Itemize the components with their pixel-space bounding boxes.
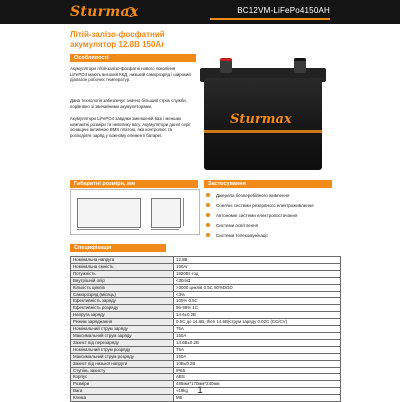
features-heading: Особливості: [70, 54, 196, 62]
product-title-line2: акумулятор 12.8В 150Аг: [70, 40, 165, 49]
bullet-icon: [206, 213, 210, 217]
width-dimension-line: [77, 229, 139, 230]
spec-label: Захист від низької напруги: [71, 360, 174, 367]
spec-label: Саморозряд (місяць): [71, 291, 174, 298]
application-item: Джерела безперебійного живлення: [204, 190, 332, 200]
spec-label: Номінальна ємність: [71, 263, 174, 270]
spec-row: [71, 263, 341, 270]
applications-list: [204, 190, 332, 240]
spec-label: Кількість циклів: [71, 284, 174, 291]
spec-value: 75А: [174, 326, 341, 333]
spec-label: Напруга заряду: [71, 312, 174, 319]
spec-label: Номінальний струм заряду: [71, 326, 174, 333]
battery-image: [200, 56, 330, 174]
front-view-drawing: [77, 198, 141, 228]
application-item: Сонячні системи резервного електроживлення: [204, 200, 332, 210]
spec-row: [71, 367, 341, 374]
applications-heading: Застосування: [204, 180, 332, 188]
spec-label: Ступінь захисту: [71, 367, 174, 374]
depth-dimension-line: [151, 229, 179, 230]
spec-value: 100% 0.5C: [174, 298, 341, 305]
spec-value: IP65: [174, 367, 341, 374]
spec-row: [71, 326, 341, 333]
spec-row: [71, 395, 341, 402]
header-bar: [0, 0, 400, 24]
application-item: Системи телекомунікації: [204, 230, 332, 240]
page-number: 1: [197, 385, 203, 395]
logo-ring-icon: [126, 7, 136, 17]
spec-row: [71, 353, 341, 360]
spec-value: <30mΩ: [174, 277, 341, 284]
model-underline: [210, 18, 330, 20]
spec-row: [71, 291, 341, 298]
spec-label: Клема: [71, 395, 174, 402]
spec-row: [71, 332, 341, 339]
height-dimension-line: [183, 198, 184, 226]
spec-row: [71, 346, 341, 353]
spec-value: M8: [174, 395, 341, 402]
side-view-drawing: [151, 198, 181, 228]
spec-value: 150А: [174, 353, 341, 360]
spec-value: 0.5C до 14.6В, then 14.6В(струм заряду 0.02C (CC/CV): [174, 319, 341, 326]
spec-label: Ефективність розряду: [71, 305, 174, 312]
negative-terminal-icon: [294, 58, 306, 73]
spec-row: [71, 277, 341, 284]
bullet-icon: [206, 203, 210, 207]
features-paragraph-2: Дана технологія забезпечує значно більший строк служби, порівняно зі звичайними акумуляторами.: [70, 98, 187, 109]
spec-value: 485мм*170мм*240мм: [174, 381, 341, 388]
spec-label: Ефективність заряду: [71, 298, 174, 305]
spec-value: 14.6В±0.2В: [174, 339, 341, 346]
bullet-icon: [206, 223, 210, 227]
dimensions-heading: Габаритні розміри, мм: [70, 180, 198, 188]
spec-label: Розміри: [71, 381, 174, 388]
spec-row: [71, 360, 341, 367]
spec-value: ≈19kg: [174, 388, 341, 395]
spec-label: Номінальна напруга: [71, 257, 174, 264]
spec-value: 150А: [174, 332, 341, 339]
spec-label: Вага: [71, 388, 174, 395]
spec-value: <3%: [174, 291, 341, 298]
spec-value: ABS: [174, 374, 341, 381]
spec-row: [71, 298, 341, 305]
spec-label: Захист від перезаряду: [71, 339, 174, 346]
features-paragraph-1: Акумулятори літій-залізо-фосфатні нового покоління LiFePO4 мають високий ККД, низький саморозряд і широкий діапазон робочих температур.: [70, 66, 191, 83]
spec-label: Внутрішній опір: [71, 277, 174, 284]
product-title: [70, 30, 165, 50]
spec-label: Режим заряджання: [71, 319, 174, 326]
battery-stripe: [204, 130, 322, 133]
features-paragraph-3: Акумулятори LiFePO4 завдяки зменшеній вазі і менших компактні розміри та невелику вагу. Акумулятори даної серії оснащені активною BMS платою, яка контролює та розподіляє заряд у кожному елементі батареї.: [70, 116, 191, 138]
bullet-icon: [206, 193, 210, 197]
spec-value: 12.8В: [174, 257, 341, 264]
specs-table: [70, 256, 341, 402]
bullet-icon: [206, 233, 210, 237]
spec-row: [71, 312, 341, 319]
spec-label: Корпус: [71, 374, 174, 381]
brand-logo: Sturmax: [70, 4, 139, 20]
spec-value: 150Аг: [174, 263, 341, 270]
spec-row: [71, 257, 341, 264]
spec-row: [71, 284, 341, 291]
spec-value: 75А: [174, 346, 341, 353]
product-title-line1: Літій-залізо-фосфатний: [70, 30, 165, 39]
positive-terminal-icon: [220, 58, 232, 73]
spec-value: 14.6±0.2В: [174, 312, 341, 319]
spec-value: >3000 циклів 0.5C 80%DOD: [174, 284, 341, 291]
spec-value: 1920Вт·год: [174, 270, 341, 277]
spec-row: [71, 374, 341, 381]
dimensions-drawing: [70, 189, 200, 235]
spec-row: [71, 305, 341, 312]
spec-label: Потужність: [71, 270, 174, 277]
spec-label: Максимальний струм розряду: [71, 353, 174, 360]
specs-heading: Специфікація: [70, 244, 166, 252]
spec-value: 10В±0.2В: [174, 360, 341, 367]
spec-row: [71, 339, 341, 346]
spec-row: [71, 270, 341, 277]
battery-brand-label: Sturmax: [230, 112, 292, 127]
application-item: Автономні системи електропостачання: [204, 210, 332, 220]
application-item: Системи освітлення: [204, 220, 332, 230]
model-number: BC12VM-LiFePo4150AH: [237, 6, 330, 15]
spec-row: [71, 319, 341, 326]
spec-label: Номінальний струм розряду: [71, 346, 174, 353]
spec-value: 96-99% 1C: [174, 305, 341, 312]
spec-label: Максимальний струм заряду: [71, 332, 174, 339]
